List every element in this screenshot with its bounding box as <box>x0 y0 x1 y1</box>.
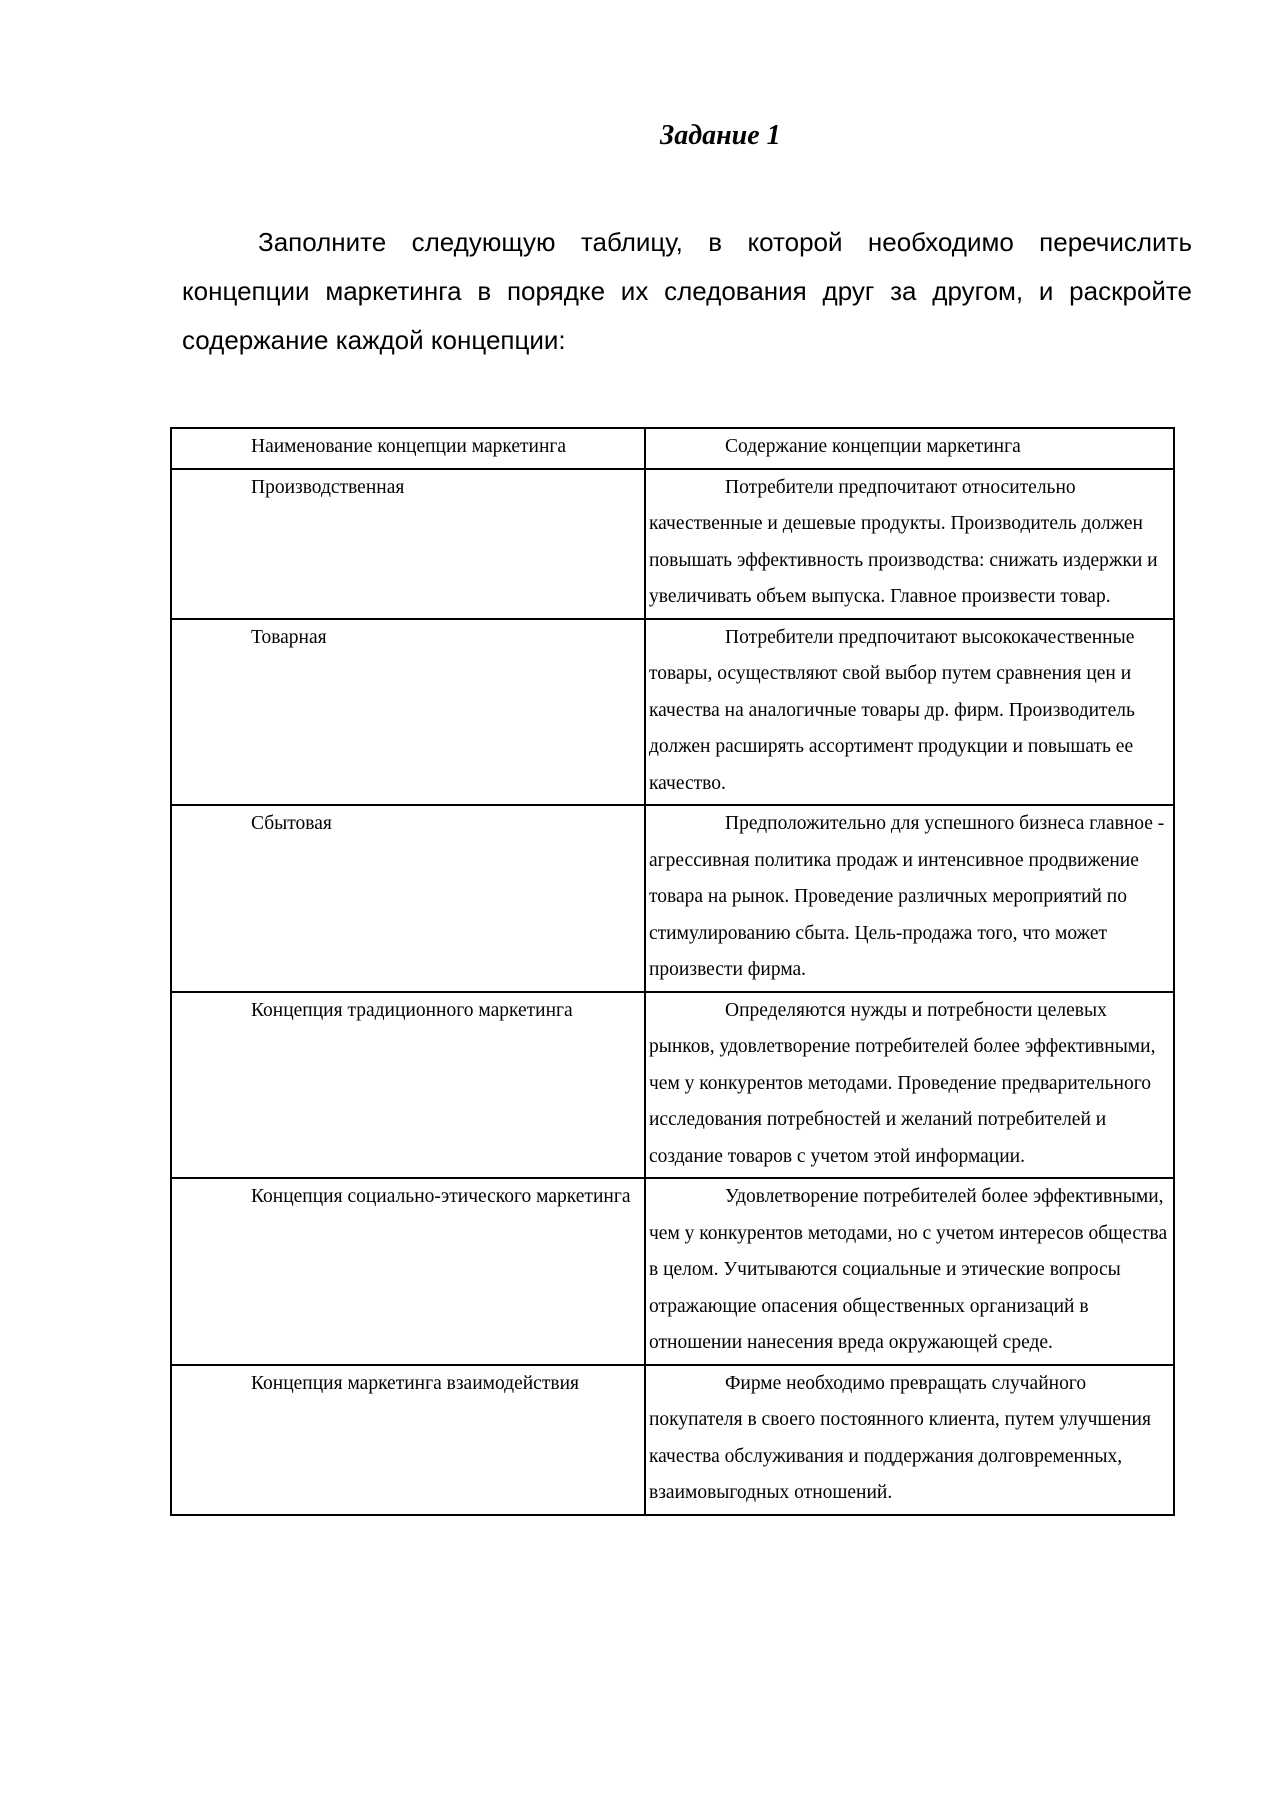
concept-content: Предположительно для успешного бизнеса главное - агрессивная политика продаж и интенсивное продвижение товара на рынок. Проведение различных мероприятий по стимулированию сбыта. Цель-продажа того, что может произвести фирма. <box>649 813 1165 980</box>
table-row <box>171 1365 1174 1515</box>
table-row <box>171 1178 1174 1365</box>
header-cell-name <box>171 428 645 469</box>
concept-content: Фирме необходимо превращать случайного покупателя в своего постоянного клиента, путем улучшения качества обслуживания и поддержания долговременных, взаимовыгодных отношений. <box>649 1372 1151 1503</box>
table-header-row <box>171 428 1174 469</box>
header-cell-content <box>645 428 1174 469</box>
concept-content-cell <box>645 1365 1174 1515</box>
concept-content-cell <box>645 469 1174 619</box>
concept-name-cell <box>171 619 645 806</box>
concept-name: Концепция социально-этического маркетинга <box>251 1186 631 1207</box>
concept-name-cell <box>171 1365 645 1515</box>
concept-name: Концепция традиционного маркетинга <box>251 999 573 1021</box>
concept-name-cell <box>171 469 645 619</box>
marketing-concepts-table <box>170 427 1175 1516</box>
concept-name: Сбытовая <box>251 813 332 834</box>
header-content-label: Содержание концепции маркетинга <box>725 436 1021 457</box>
table-row <box>171 992 1174 1179</box>
concept-content-cell <box>645 1178 1174 1365</box>
header-name-label: Наименование концепции маркетинга <box>251 436 567 457</box>
concept-content: Определяются нужды и потребности целевых рынков, удовлетворение потребителей более эффективными, чем у конкурентов методами. Проведение предварительного исследования потребностей и желаний потребителей и создание товаров с учетом этой информации. <box>649 999 1156 1167</box>
concept-content-cell <box>645 805 1174 992</box>
concept-content: Потребители предпочитают относительно качественные и дешевые продукты. Производитель должен повышать эффективность производства: снижать издержки и увеличивать объем выпуска. Главное произвести товар. <box>649 476 1158 607</box>
concept-name: Производственная <box>251 476 405 498</box>
concept-name-cell <box>171 805 645 992</box>
table-row <box>171 469 1174 619</box>
concept-name-cell <box>171 1178 645 1365</box>
page-title: Задание 1 <box>660 120 781 151</box>
table-row <box>171 619 1174 806</box>
concept-content-cell <box>645 992 1174 1179</box>
concept-name: Концепция маркетинга взаимодействия <box>251 1372 579 1394</box>
concept-name-cell <box>171 992 645 1179</box>
concept-content-cell <box>645 619 1174 806</box>
concept-content: Потребители предпочитают высококачественные товары, осуществляют свой выбор путем сравнения цен и качества на аналогичные товары др. фирм. Производитель должен расширять ассортимент продукции и повышать ее качество. <box>649 626 1135 794</box>
table-row <box>171 805 1174 992</box>
intro-paragraph: Заполните следующую таблицу, в которой необходимо перечислить концепции маркетинга в порядке их следования друг за другом, и раскройте содержание каждой концепции: <box>182 227 1192 355</box>
concept-name: Товарная <box>251 626 327 648</box>
concept-content: Удовлетворение потребителей более эффективными, чем у конкурентов методами, но с учетом интересов общества в целом. Учитываются социальные и этические вопросы отражающие опасения общественных организаций в отношении нанесения вреда окружающей среде. <box>649 1186 1168 1353</box>
